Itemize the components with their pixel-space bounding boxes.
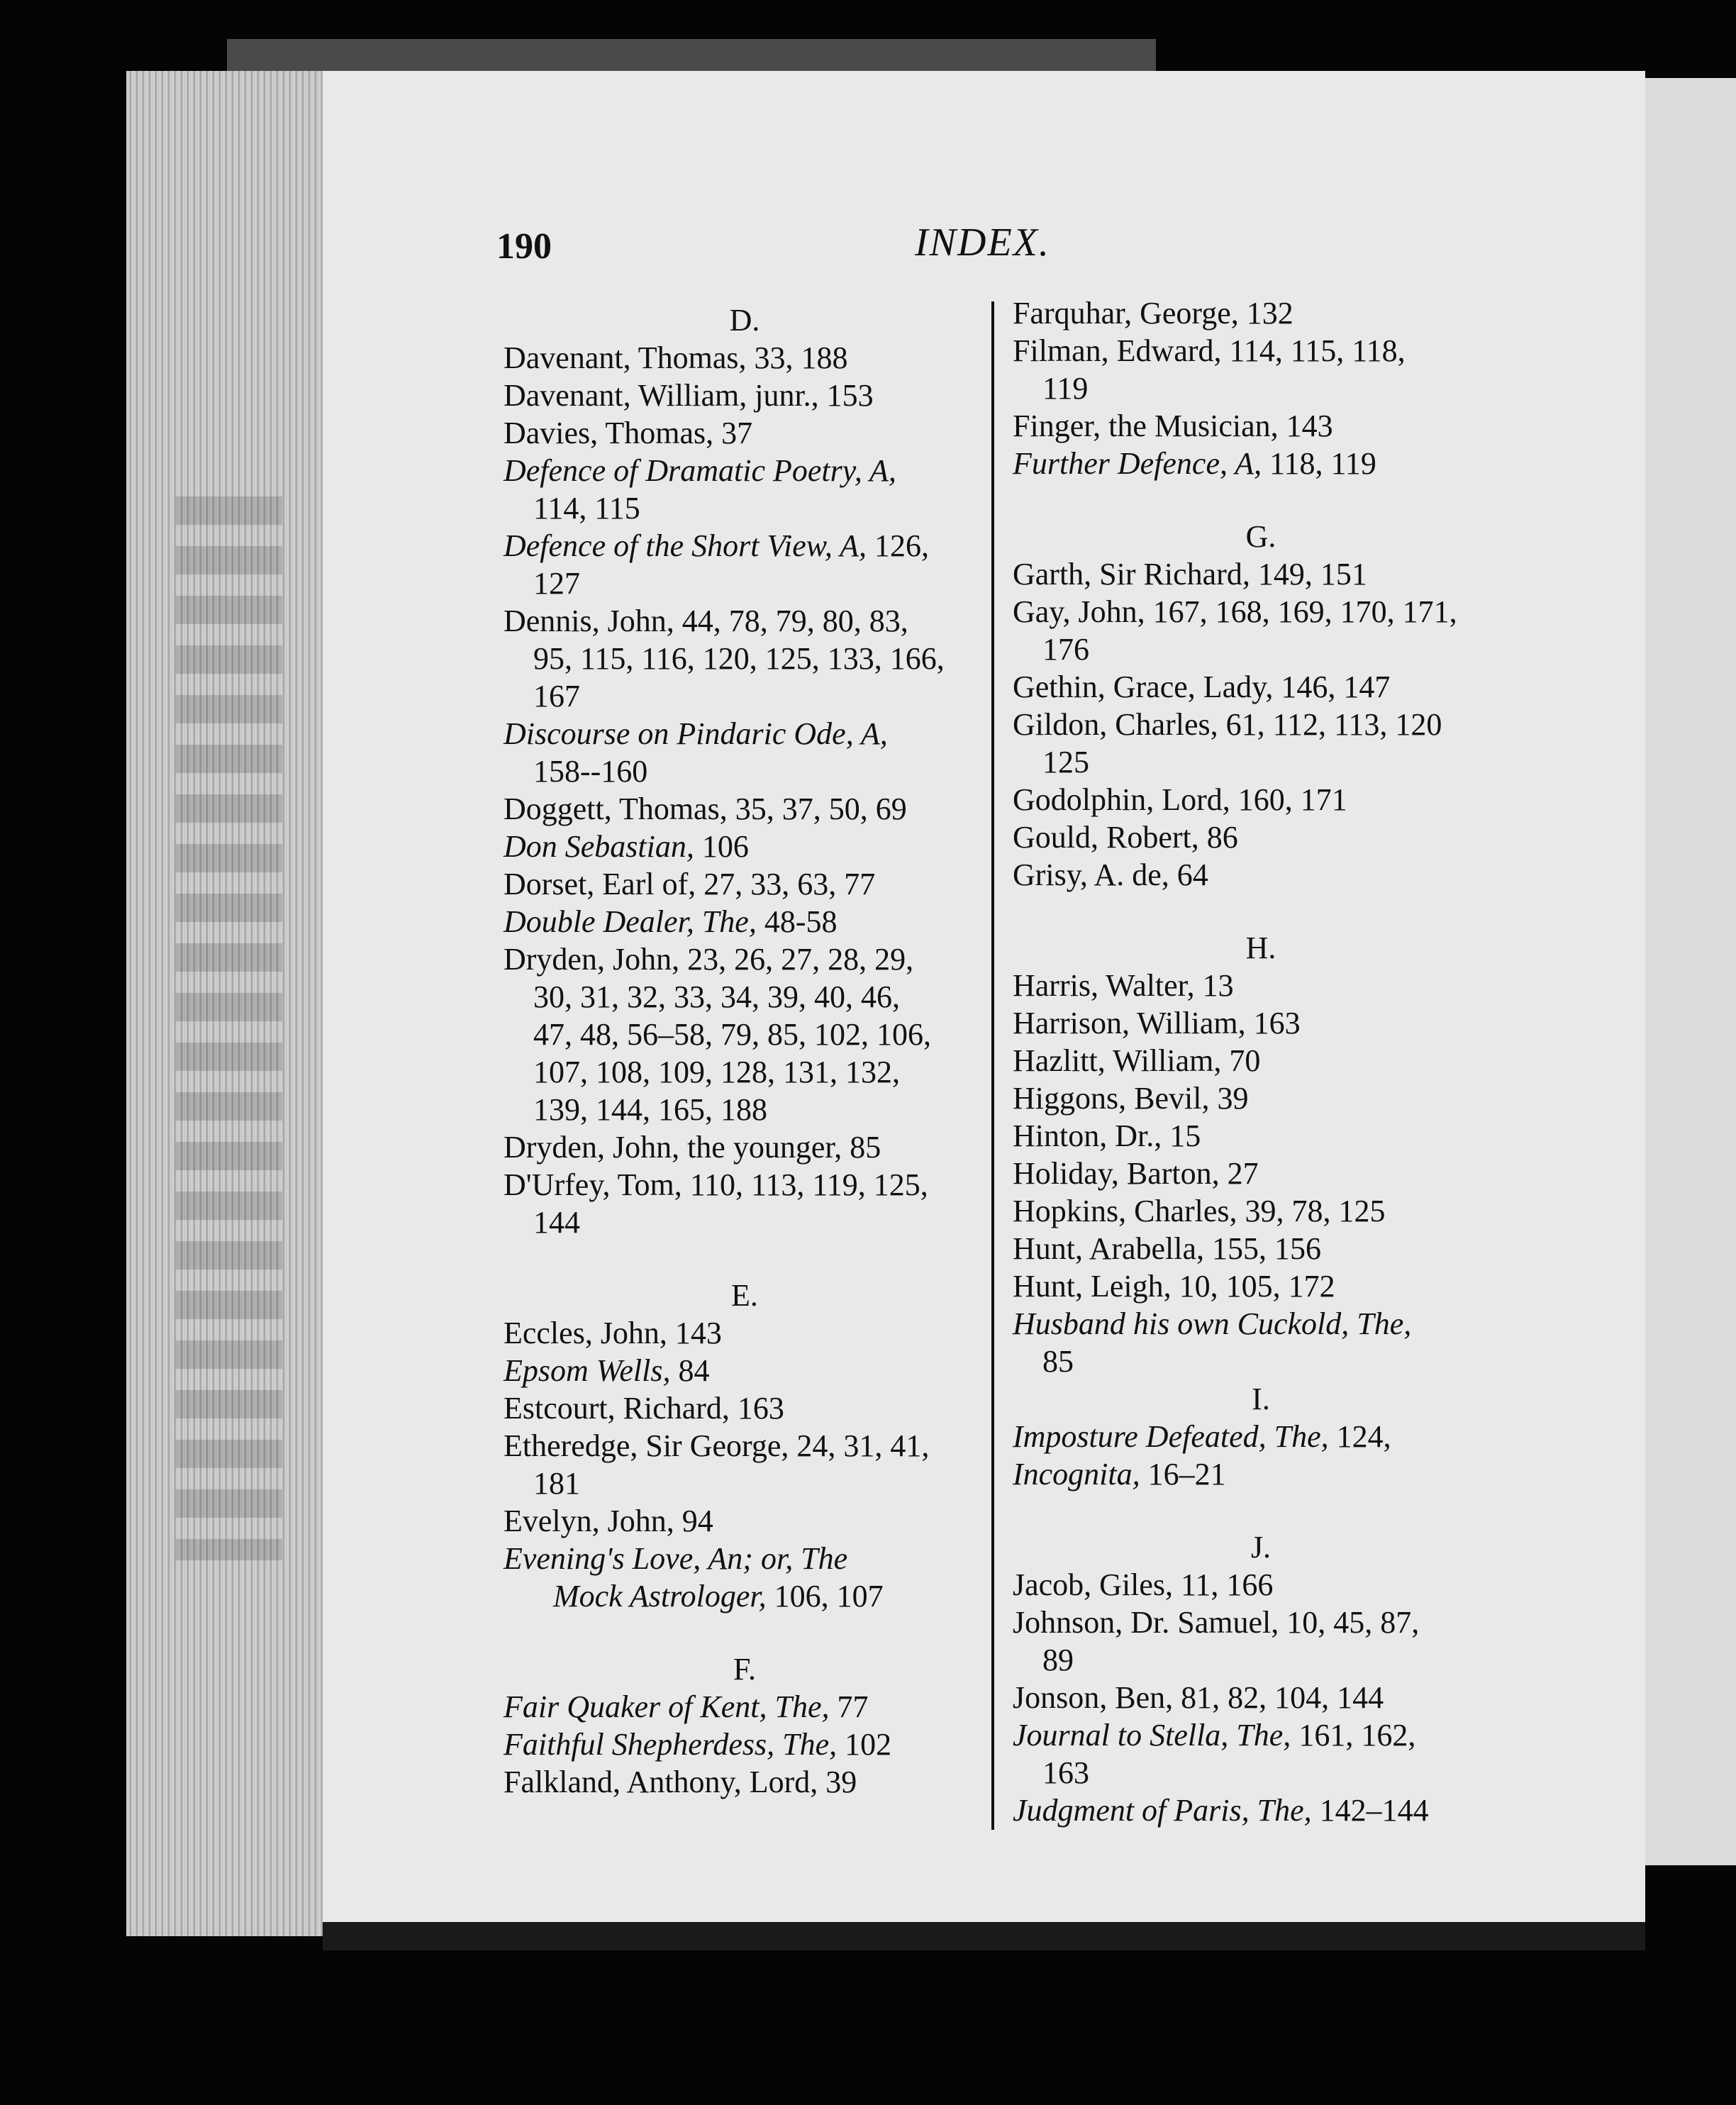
- entry-line: [1013, 1192, 1509, 1230]
- entry-line: [503, 414, 986, 452]
- entry-text: Davenant, William, junr., 153: [503, 378, 874, 413]
- index-entry: [1013, 1230, 1509, 1267]
- index-entry: [1013, 1679, 1509, 1716]
- facing-page-edge: [1642, 78, 1736, 1865]
- entry-line: [503, 1314, 986, 1352]
- entry-continuation-line: [503, 1091, 986, 1128]
- entry-text: Gould, Robert, 86: [1013, 820, 1238, 855]
- entry-line: [1013, 1792, 1509, 1829]
- entry-continuation-line: [503, 978, 986, 1016]
- index-entry: [503, 527, 986, 602]
- entry-title-text: Defence of the Short View, A,: [503, 528, 867, 563]
- entry-text: Davenant, Thomas, 33, 188: [503, 340, 848, 375]
- index-entry: [1013, 1305, 1509, 1380]
- entry-line: [1013, 1455, 1509, 1493]
- entry-text: Estcourt, Richard, 163: [503, 1391, 784, 1426]
- index-entry: [1013, 1192, 1509, 1230]
- entry-text: 126,: [866, 528, 929, 563]
- entry-text: Gildon, Charles, 61, 112, 113, 120: [1013, 707, 1442, 742]
- entry-line: [1013, 967, 1509, 1004]
- entry-text: Harris, Walter, 13: [1013, 968, 1234, 1003]
- entry-line: [503, 377, 986, 414]
- entry-text: 119: [1042, 371, 1089, 406]
- entry-text: 48-58: [756, 904, 838, 939]
- entry-line: [1013, 407, 1509, 445]
- index-entry: [503, 1502, 986, 1540]
- entry-text: 124,: [1328, 1419, 1391, 1454]
- entry-text: 114, 115: [533, 491, 640, 526]
- entry-text: Hopkins, Charles, 39, 78, 125: [1013, 1194, 1386, 1228]
- entry-line: [1013, 781, 1509, 818]
- entry-text: 176: [1042, 632, 1089, 667]
- scan-bottom-edge: [323, 1922, 1645, 1950]
- index-entry: [503, 865, 986, 903]
- entry-text: Grisy, A. de, 64: [1013, 857, 1208, 892]
- entry-line: [503, 1726, 986, 1763]
- index-entry: [503, 602, 986, 715]
- column-divider: [991, 301, 994, 1830]
- entry-title-text: Journal to Stella, The,: [1013, 1718, 1291, 1753]
- index-entry: [503, 1726, 986, 1763]
- entry-line: [503, 1688, 986, 1726]
- entry-continuation-line: [503, 1053, 986, 1091]
- entry-title-text: Don Sebastian,: [503, 829, 694, 864]
- entry-continuation-line: [1013, 370, 1509, 407]
- entry-line: [1013, 332, 1509, 370]
- index-entry: [503, 1427, 986, 1502]
- entry-title-text: Epsom Wells,: [503, 1353, 671, 1388]
- index-entry: [503, 414, 986, 452]
- index-entry: [503, 1688, 986, 1726]
- entry-line: [503, 828, 986, 865]
- entry-continuation-line: [1013, 1641, 1509, 1679]
- entry-title-text: Faithful Shepherdess, The,: [503, 1727, 838, 1762]
- index-entry: [1013, 1716, 1509, 1792]
- entry-line: [503, 715, 986, 752]
- entry-line: [1013, 1267, 1509, 1305]
- index-entry: [503, 1314, 986, 1352]
- index-entry: [1013, 555, 1509, 593]
- entry-line: [1013, 1155, 1509, 1192]
- index-entry: [1013, 1155, 1509, 1192]
- entry-text: Dryden, John, the younger, 85: [503, 1130, 881, 1165]
- entry-continuation-line: [503, 677, 986, 715]
- entry-text: Dryden, John, 23, 26, 27, 28, 29,: [503, 942, 914, 977]
- section-letter: F.: [733, 1652, 756, 1687]
- entry-text: 47, 48, 56–58, 79, 85, 102, 106,: [533, 1017, 931, 1052]
- section-letter: J.: [1250, 1530, 1272, 1565]
- entry-text: Godolphin, Lord, 160, 171: [1013, 782, 1347, 817]
- entry-line: [503, 1763, 986, 1801]
- entry-text: 77: [829, 1689, 869, 1724]
- entry-continuation-line: [503, 565, 986, 602]
- index-entry: [1013, 593, 1509, 668]
- entry-line: [503, 1427, 986, 1465]
- entry-continuation-line: [503, 1204, 986, 1241]
- entry-line: [1013, 445, 1509, 482]
- entry-text: 118, 119: [1262, 446, 1376, 481]
- index-entry: [503, 1352, 986, 1389]
- entry-title-text: Imposture Defeated, The,: [1013, 1419, 1329, 1454]
- entry-line: [503, 452, 986, 489]
- entry-line: [503, 339, 986, 377]
- entry-text: Harrison, William, 163: [1013, 1006, 1301, 1040]
- index-entry: [503, 1128, 986, 1166]
- entry-text: Jonson, Ben, 81, 82, 104, 144: [1013, 1680, 1384, 1715]
- section-letter: G.: [1245, 519, 1276, 554]
- entry-continuation-line: [503, 752, 986, 790]
- index-entry: [1013, 1566, 1509, 1604]
- entry-text: D'Urfey, Tom, 110, 113, 119, 125,: [503, 1167, 928, 1202]
- entry-text: 95, 115, 116, 120, 125, 133, 166,: [533, 641, 945, 676]
- index-entry: [1013, 781, 1509, 818]
- entry-continuation-line: [1013, 1343, 1509, 1380]
- entry-line: [503, 1166, 986, 1204]
- entry-text: 144: [533, 1205, 580, 1240]
- entry-text: 161, 162,: [1291, 1718, 1416, 1753]
- page-title: INDEX.: [915, 221, 1050, 265]
- entry-line: [1013, 294, 1509, 332]
- entry-title-text: Evening's Love, An; or, The: [503, 1541, 848, 1576]
- entry-text: Hunt, Leigh, 10, 105, 172: [1013, 1269, 1335, 1304]
- entry-text: 181: [533, 1466, 580, 1501]
- entry-text: Gethin, Grace, Lady, 146, 147: [1013, 670, 1391, 704]
- entry-line: [1013, 668, 1509, 706]
- entry-text: 125: [1042, 745, 1089, 779]
- entry-continuation-line: [503, 489, 986, 527]
- entry-line: [1013, 1230, 1509, 1267]
- entry-text: Garth, Sir Richard, 149, 151: [1013, 557, 1367, 591]
- index-entry: [1013, 332, 1509, 407]
- entry-text: 85: [1042, 1344, 1074, 1379]
- entry-text: Davies, Thomas, 37: [503, 416, 753, 450]
- index-entry: [503, 903, 986, 940]
- entry-line: [1013, 856, 1509, 894]
- entry-line: [503, 602, 986, 640]
- entry-text: Hunt, Arabella, 155, 156: [1013, 1231, 1322, 1266]
- index-entry: [503, 715, 986, 790]
- entry-line: [1013, 1079, 1509, 1117]
- entry-line: [1013, 1418, 1509, 1455]
- index-entry: [503, 1166, 986, 1241]
- section-letter: E.: [731, 1278, 758, 1313]
- entry-text: 106: [694, 829, 749, 864]
- entry-line: [503, 527, 986, 565]
- entry-text: 89: [1042, 1643, 1074, 1677]
- entry-text: 158--160: [533, 754, 648, 789]
- entry-text: Farquhar, George, 132: [1013, 296, 1293, 331]
- entry-continuation-line: [1013, 631, 1509, 668]
- entry-text: Doggett, Thomas, 35, 37, 50, 69: [503, 792, 907, 826]
- entry-title-text: Incognita,: [1013, 1457, 1140, 1492]
- entry-line: [1013, 1042, 1509, 1079]
- entry-text: 30, 31, 32, 33, 34, 39, 40, 46,: [533, 979, 900, 1014]
- entry-line: [1013, 1004, 1509, 1042]
- index-entry: [503, 1763, 986, 1801]
- entry-text: Gay, John, 167, 168, 169, 170, 171,: [1013, 594, 1457, 629]
- entry-title-text: Defence of Dramatic Poetry, A,: [503, 453, 896, 488]
- entry-continuation-line: [1013, 1754, 1509, 1792]
- entry-text: Finger, the Musician, 143: [1013, 409, 1333, 443]
- entry-line: [1013, 1679, 1509, 1716]
- entry-text: 84: [670, 1353, 710, 1388]
- entry-line: [503, 903, 986, 940]
- entry-text: Filman, Edward, 114, 115, 118,: [1013, 333, 1406, 368]
- index-entry: [1013, 294, 1509, 332]
- index-entry: [1013, 1604, 1509, 1679]
- page-number: 190: [496, 226, 552, 267]
- entry-line: [503, 1502, 986, 1540]
- entry-text: Holiday, Barton, 27: [1013, 1156, 1259, 1191]
- entry-text: 106, 107: [766, 1579, 884, 1614]
- entry-text: 139, 144, 165, 188: [533, 1092, 767, 1127]
- entry-line: [503, 940, 986, 978]
- index-entry: [503, 452, 986, 527]
- entry-text: Hazlitt, William, 70: [1013, 1043, 1261, 1078]
- entry-line: [1013, 593, 1509, 631]
- entry-title-text: Further Defence, A,: [1013, 446, 1262, 481]
- index-entry: [1013, 706, 1509, 781]
- index-entry: [1013, 445, 1509, 482]
- entry-text: 127: [533, 566, 580, 601]
- entry-line: [1013, 1716, 1509, 1754]
- index-entry: [1013, 1455, 1509, 1493]
- index-entry: [1013, 967, 1509, 1004]
- entry-title-text: Judgment of Paris, The,: [1013, 1793, 1312, 1828]
- index-entry: [1013, 856, 1509, 894]
- entry-text: Dennis, John, 44, 78, 79, 80, 83,: [503, 604, 908, 638]
- entry-title-text: Discourse on Pindaric Ode, A,: [503, 716, 888, 751]
- entry-text: Dorset, Earl of, 27, 33, 63, 77: [503, 867, 876, 901]
- entry-continuation-line: [503, 1577, 986, 1615]
- entry-line: [1013, 1117, 1509, 1155]
- section-letter: I.: [1252, 1382, 1270, 1416]
- entry-line: [1013, 706, 1509, 743]
- entry-line: [503, 1128, 986, 1166]
- entry-line: [1013, 555, 1509, 593]
- section-letter: D.: [729, 303, 760, 338]
- entry-title-text: Double Dealer, The,: [503, 904, 757, 939]
- entry-continuation-line: [1013, 743, 1509, 781]
- entry-text: Etheredge, Sir George, 24, 31, 41,: [503, 1428, 930, 1463]
- entry-text: 167: [533, 679, 580, 713]
- entry-text: Jacob, Giles, 11, 166: [1013, 1567, 1274, 1602]
- index-entry: [1013, 407, 1509, 445]
- bleed-through-shadow: [176, 496, 282, 1560]
- index-entry: [1013, 1792, 1509, 1829]
- entry-text: Falkland, Anthony, Lord, 39: [503, 1765, 857, 1799]
- entry-line: [1013, 1305, 1509, 1343]
- index-entry: [1013, 1079, 1509, 1117]
- index-entry: [1013, 1042, 1509, 1079]
- entry-continuation-line: [503, 640, 986, 677]
- entry-title-text: Husband his own Cuckold, The,: [1013, 1306, 1412, 1341]
- entry-line: [1013, 1566, 1509, 1604]
- entry-text: Evelyn, John, 94: [503, 1504, 713, 1538]
- index-entry: [1013, 1418, 1509, 1455]
- entry-line: [1013, 1604, 1509, 1641]
- entry-text: Hinton, Dr., 15: [1013, 1118, 1201, 1153]
- index-entry: [1013, 1267, 1509, 1305]
- index-entry: [503, 1540, 986, 1615]
- entry-continuation-line: [503, 1016, 986, 1053]
- entry-text: Higgons, Bevil, 39: [1013, 1081, 1249, 1116]
- entry-line: [503, 1352, 986, 1389]
- entry-text: 102: [837, 1727, 892, 1762]
- entry-text: 107, 108, 109, 128, 131, 132,: [533, 1055, 900, 1089]
- entry-line: [503, 790, 986, 828]
- section-letter: H.: [1245, 931, 1276, 965]
- index-column-left: [503, 301, 986, 1801]
- entry-text: Eccles, John, 143: [503, 1316, 722, 1350]
- entry-line: [1013, 818, 1509, 856]
- entry-line: [503, 1389, 986, 1427]
- index-entry: [1013, 818, 1509, 856]
- index-entry: [503, 828, 986, 865]
- index-entry: [1013, 668, 1509, 706]
- index-entry: [1013, 1004, 1509, 1042]
- index-entry: [503, 339, 986, 377]
- index-entry: [503, 790, 986, 828]
- index-entry: [503, 940, 986, 1128]
- entry-line: [503, 1540, 986, 1577]
- index-entry: [503, 1389, 986, 1427]
- entry-text: 142–144: [1311, 1793, 1429, 1828]
- index-entry: [503, 377, 986, 414]
- entry-continuation-line: [503, 1465, 986, 1502]
- entry-title-text: Fair Quaker of Kent, The,: [503, 1689, 830, 1724]
- entry-title-text: Mock Astrologer,: [553, 1579, 767, 1614]
- entry-text: 16–21: [1140, 1457, 1226, 1492]
- entry-line: [503, 865, 986, 903]
- index-column-right: [1013, 294, 1509, 1829]
- index-entry: [1013, 1117, 1509, 1155]
- entry-text: Johnson, Dr. Samuel, 10, 45, 87,: [1013, 1605, 1420, 1640]
- entry-text: 163: [1042, 1755, 1089, 1790]
